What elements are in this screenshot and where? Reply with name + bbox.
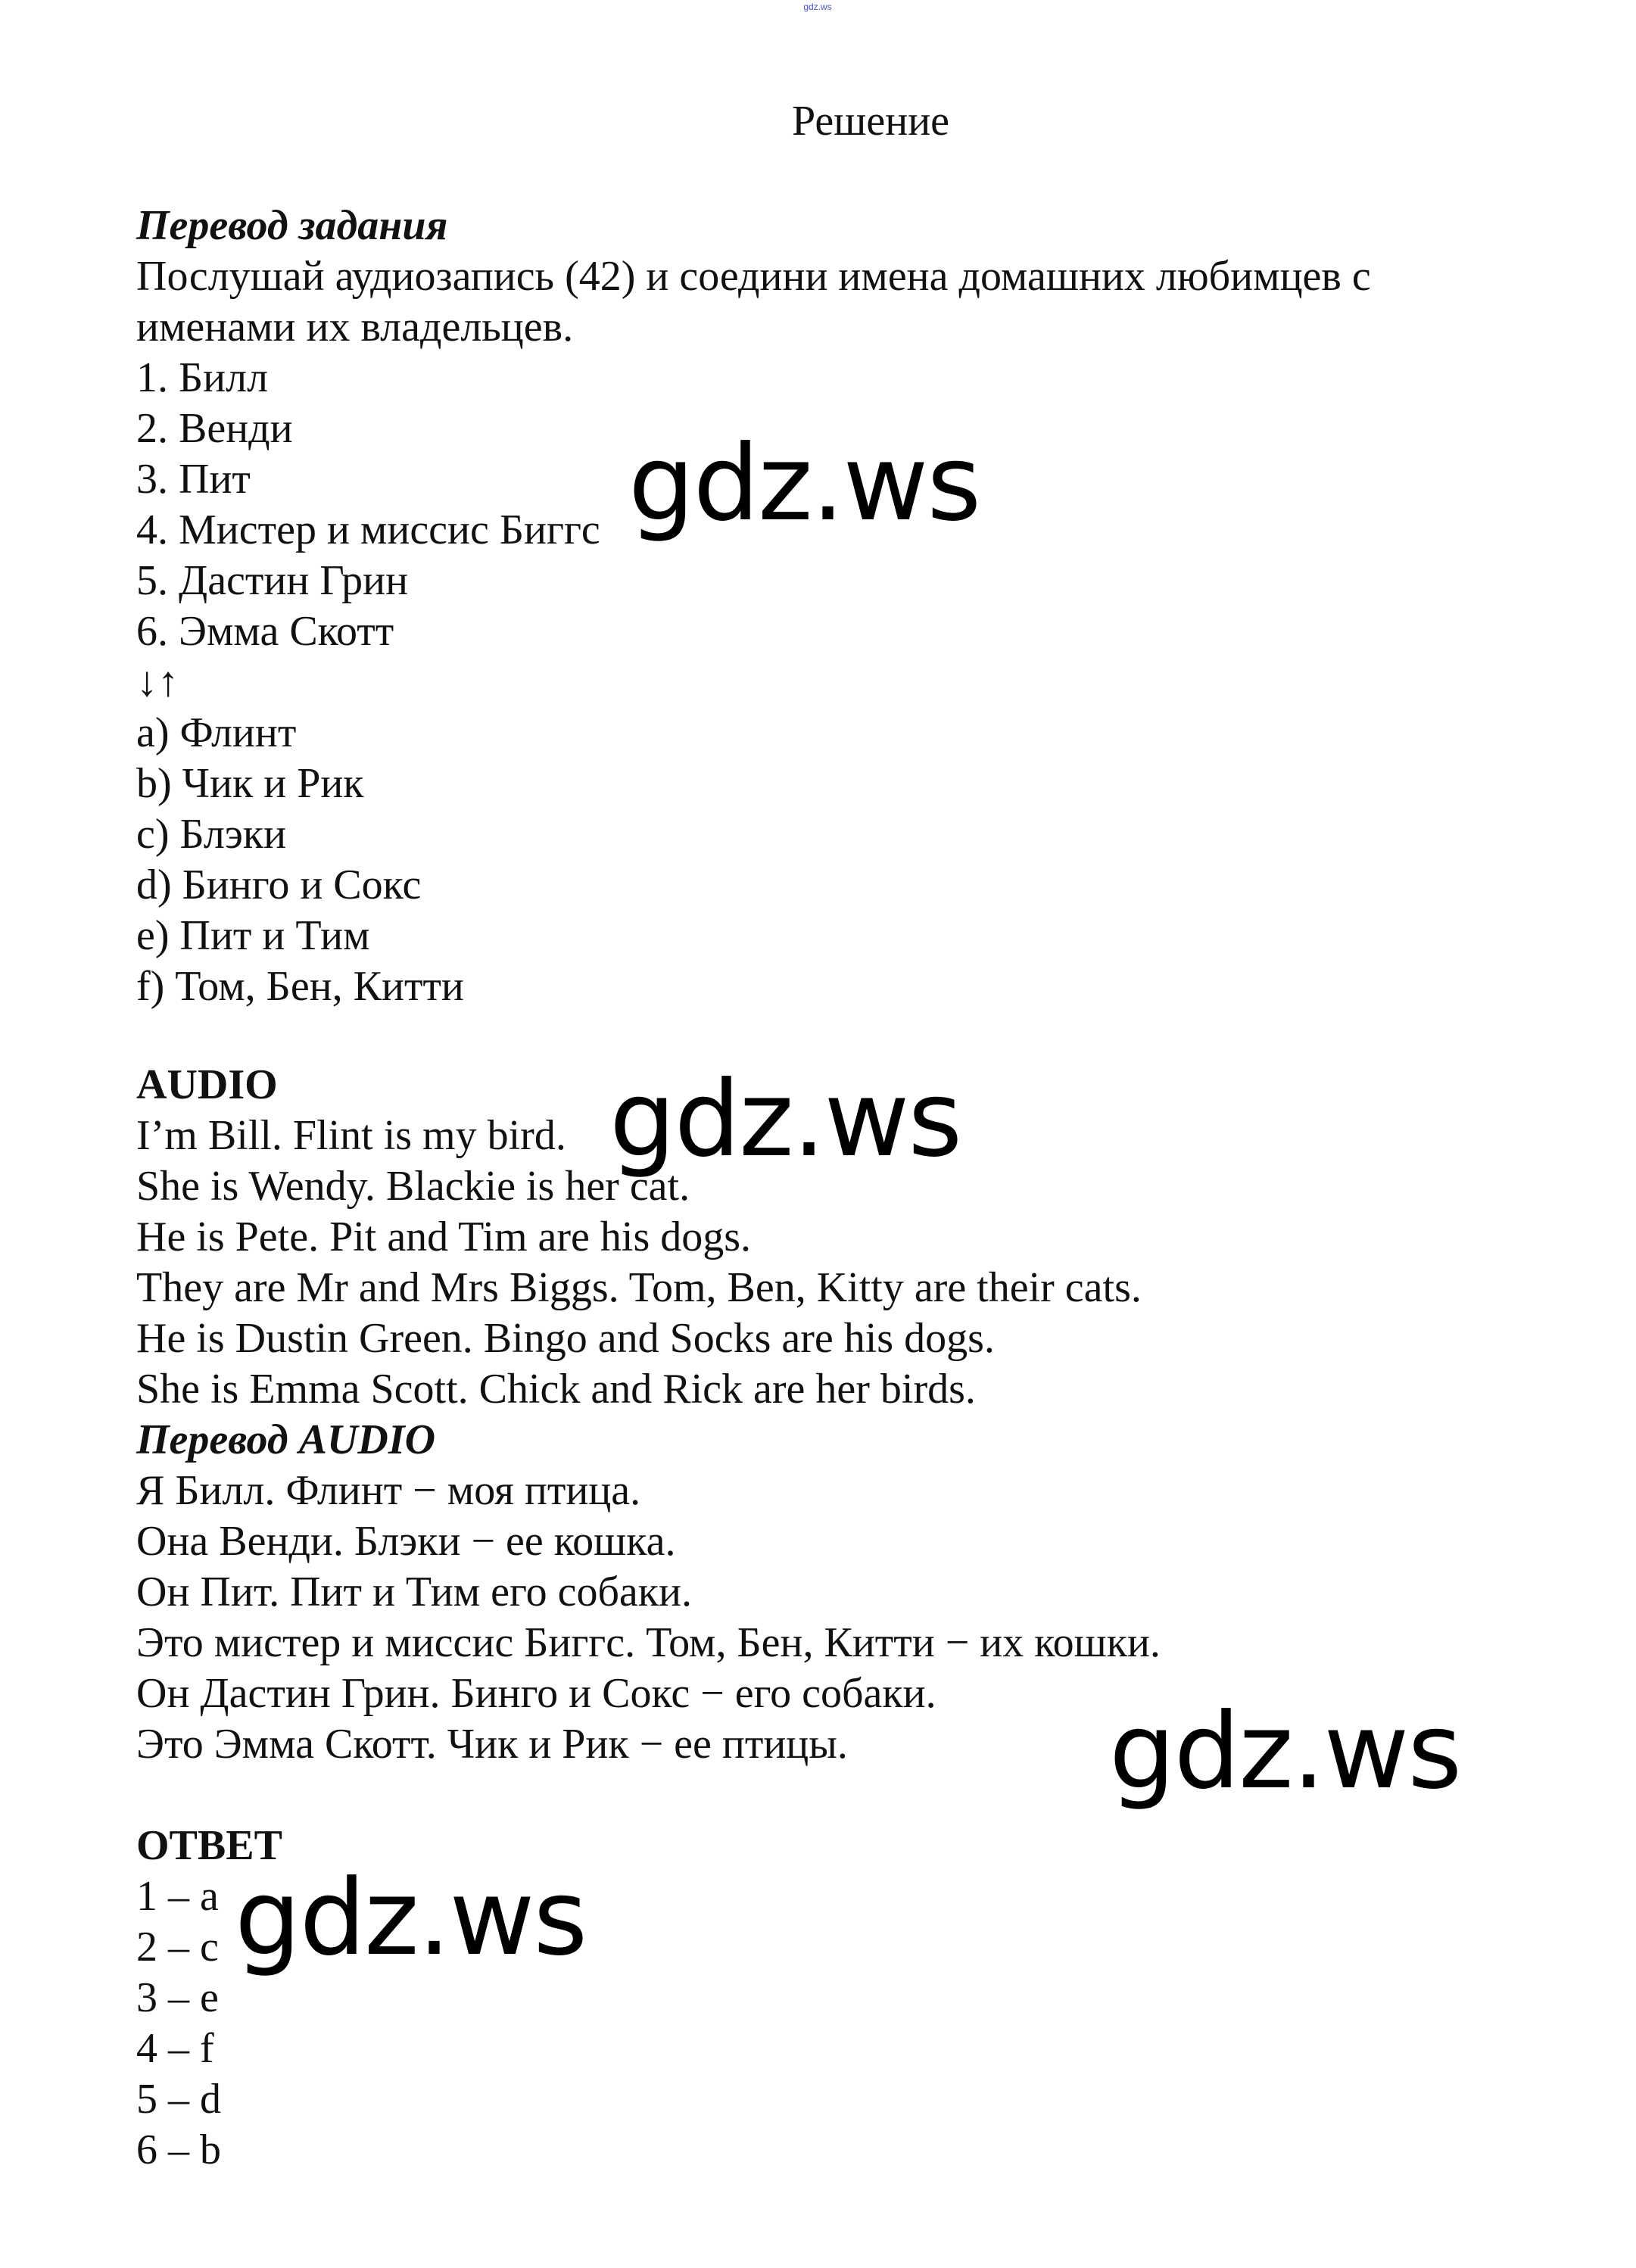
- owner-item: 3. Пит: [136, 456, 251, 503]
- page-title: Решение: [791, 98, 950, 145]
- task-instruction: Послушай аудиозапись (42) и соедини имена домашних любимцев с именами их владельцев.: [136, 253, 1371, 350]
- audio-line: They are Mr and Mrs Biggs. Tom, Ben, Kitty are their cats.: [136, 1264, 1142, 1311]
- audio-heading: AUDIO: [136, 1061, 278, 1108]
- audio-translation-heading: Перевод AUDIO: [136, 1416, 436, 1463]
- owner-item: 4. Мистер и миссис Биггс: [136, 506, 600, 553]
- audio-line: He is Pete. Pit and Tim are his dogs.: [136, 1213, 752, 1260]
- watermark-logo: gdz.ws: [235, 1857, 587, 1979]
- owner-item: 1. Билл: [136, 354, 269, 401]
- answer-line: 2 – c: [136, 1924, 219, 1970]
- audio-translation-line: Он Дастин Грин. Бинго и Сокс − его собаки.: [136, 1670, 936, 1717]
- answer-line: 1 – a: [136, 1873, 219, 1920]
- pet-item: b) Чик и Рик: [136, 760, 364, 807]
- answer-line: 3 – e: [136, 1974, 219, 2021]
- match-arrows-icon: ↓↑: [136, 659, 179, 706]
- watermark-logo: gdz.ws: [628, 422, 980, 544]
- answer-line: 4 – f: [136, 2025, 214, 2072]
- audio-line: I’m Bill. Flint is my bird.: [136, 1112, 566, 1159]
- owner-item: 2. Венди: [136, 405, 293, 452]
- audio-translation-line: Это мистер и миссис Биггс. Том, Бен, Китти − их кошки.: [136, 1619, 1161, 1666]
- answer-heading: ОТВЕТ: [136, 1822, 282, 1869]
- top-watermark: gdz.ws: [803, 2, 832, 12]
- watermark-logo: gdz.ws: [1109, 1690, 1461, 1812]
- audio-line: He is Dustin Green. Bingo and Socks are his dogs.: [136, 1315, 995, 1362]
- audio-translation-line: Я Билл. Флинт − моя птица.: [136, 1467, 641, 1514]
- pet-item: f) Том, Бен, Китти: [136, 963, 464, 1010]
- audio-translation-line: Он Пит. Пит и Тим его собаки.: [136, 1569, 692, 1615]
- owner-item: 5. Дастин Грин: [136, 557, 409, 604]
- pet-item: e) Пит и Тим: [136, 912, 370, 959]
- pet-item: c) Блэки: [136, 811, 287, 858]
- watermark-logo: gdz.ws: [609, 1058, 961, 1180]
- pet-item: d) Бинго и Сокс: [136, 861, 422, 908]
- audio-translation-line: Это Эмма Скотт. Чик и Рик − ее птицы.: [136, 1721, 848, 1768]
- answer-line: 6 – b: [136, 2126, 221, 2173]
- answer-line: 5 – d: [136, 2076, 221, 2123]
- task-heading: Перевод задания: [136, 202, 448, 249]
- pet-item: a) Флинт: [136, 709, 297, 756]
- audio-line: She is Emma Scott. Chick and Rick are her birds.: [136, 1366, 976, 1413]
- audio-line: She is Wendy. Blackie is her cat.: [136, 1163, 690, 1210]
- audio-translation-line: Она Венди. Блэки − ее кошка.: [136, 1518, 676, 1565]
- owner-item: 6. Эмма Скотт: [136, 608, 394, 655]
- task-section: [136, 201, 1575, 1012]
